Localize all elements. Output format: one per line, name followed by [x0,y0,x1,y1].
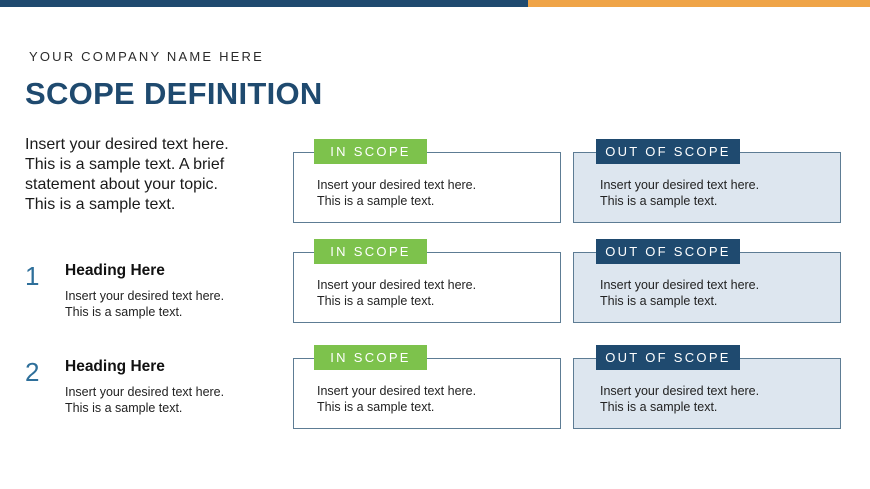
box-text-line: Insert your desired text here. [600,384,760,398]
item-text-line: Insert your desired text here. [65,385,225,399]
item-text-line: This is a sample text. [65,305,183,319]
box-text-line: This is a sample text. [600,194,718,208]
intro-line: This is a sample text. [25,196,176,213]
item-number: 1 [25,261,40,291]
company-name: YOUR COMPANY NAME HERE [29,49,265,64]
box-text-line: This is a sample text. [317,194,435,208]
out-of-scope-text [600,383,759,415]
item-number: 2 [25,357,40,387]
item-heading: Heading Here [65,358,165,375]
box-text-line: Insert your desired text here. [600,178,760,192]
box-text-line: This is a sample text. [317,400,435,414]
box-text-line: Insert your desired text here. [600,278,760,292]
out-of-scope-text [600,177,759,209]
intro-paragraph [25,135,275,215]
box-text-line: Insert your desired text here. [317,178,477,192]
in-scope-label-1: IN SCOPE [314,139,427,164]
intro-line: This is a sample text. A brief [25,156,225,173]
intro-line: Insert your desired text here. [25,136,229,153]
in-scope-label-3: IN SCOPE [314,345,427,370]
in-scope-text [317,383,476,415]
item-heading: Heading Here [65,262,165,279]
out-of-scope-label-2: OUT OF SCOPE [596,239,740,264]
item-text [65,384,265,416]
top-bar-navy-segment [0,0,528,7]
in-scope-label-2: IN SCOPE [314,239,427,264]
box-text-line: This is a sample text. [317,294,435,308]
in-scope-text [317,277,476,309]
item-text [65,288,265,320]
box-text-line: This is a sample text. [600,400,718,414]
slide-title: SCOPE DEFINITION [25,76,323,111]
box-text-line: Insert your desired text here. [317,278,477,292]
out-of-scope-label-3: OUT OF SCOPE [596,345,740,370]
box-text-line: Insert your desired text here. [317,384,477,398]
out-of-scope-text [600,277,759,309]
box-text-line: This is a sample text. [600,294,718,308]
intro-line: statement about your topic. [25,176,218,193]
item-text-line: Insert your desired text here. [65,289,225,303]
top-accent-bar [0,0,870,7]
in-scope-text [317,177,476,209]
item-text-line: This is a sample text. [65,401,183,415]
top-bar-orange-segment [528,0,870,7]
out-of-scope-label-1: OUT OF SCOPE [596,139,740,164]
